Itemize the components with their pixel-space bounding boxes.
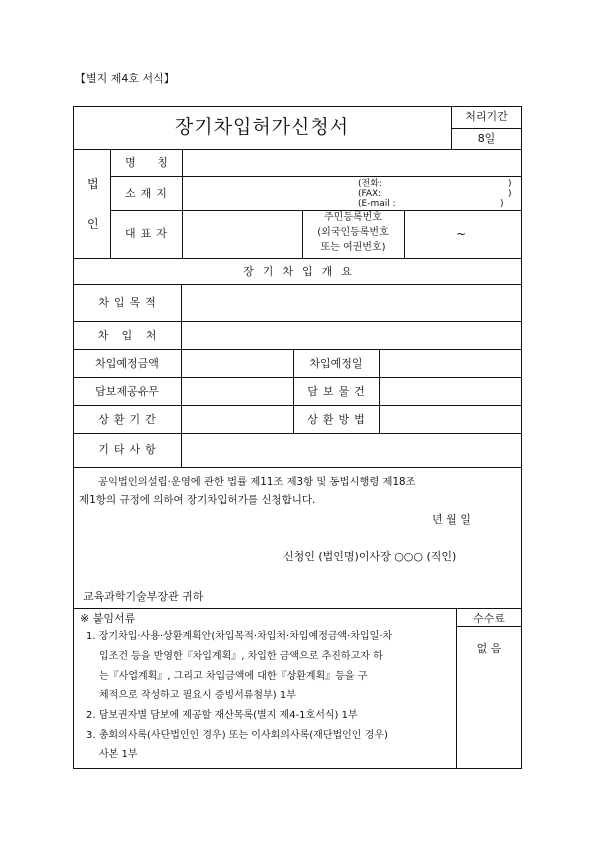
phone-label: (전화:: [358, 179, 382, 189]
purpose-label: 차입목적: [98, 296, 161, 309]
representative-label: 대표자: [125, 227, 172, 240]
applicant-line: 신청인 (법인명)이사장 ○○○ (직인): [283, 550, 457, 563]
attachment-item: 체적으로 작성하고 필요시 증빙서류첨부) 1부: [99, 690, 296, 701]
amount-label: 차입예정금액: [95, 357, 159, 370]
attachment-item: 입조건 등을 반영한『차입계획』, 차입한 금액으로 추진하고자 하: [99, 651, 383, 662]
corp-side-label-2: 인: [87, 217, 99, 231]
form-number-label: 【별지 제4호 서식】: [75, 72, 175, 85]
other-label: 기타사항: [98, 443, 161, 456]
fax-label: (FAX:: [358, 189, 382, 199]
id-label-1: 주민등록번호: [324, 212, 382, 223]
corp-address-label: 소재지: [125, 187, 172, 200]
attachment-item: 는『사업계획』, 그리고 차입금액에 대한『상환계획』등을 구: [99, 671, 368, 682]
addressee-line: 교육과학기술부장관 귀하: [83, 590, 204, 603]
corp-name-label: 명 칭: [125, 156, 177, 169]
id-label-3: 또는 여권번호): [320, 242, 386, 253]
collateral-yn-label: 담보제공유무: [95, 385, 159, 398]
email-close: ): [500, 199, 504, 209]
processing-period-label: 처리기간: [465, 110, 508, 123]
attachment-item: 사본 1부: [99, 749, 138, 760]
corp-side-label-1: 법: [87, 177, 99, 191]
phone-close: ): [508, 179, 512, 189]
id-label-2: (외국인등록번호: [317, 227, 389, 238]
repay-method-label: 상환방법: [307, 413, 370, 426]
fee-label: 수수료: [473, 612, 505, 625]
attachment-item: 3. 총회의사록(사단법인인 경우) 또는 이사회의사록(재단법인인 경우): [86, 730, 388, 741]
statement-line-1: 공익법인의설립·운영에 관한 법률 제11조 제3항 및 동법시행령 제18조: [98, 476, 416, 488]
fee-value: 없 음: [476, 642, 502, 655]
attachment-item: 1. 장기차입·사용·상환계획안(차입목적·차입처·차입예정금액·차입일·차: [86, 631, 393, 642]
application-form-frame: [73, 106, 522, 769]
collateral-label: 담보물건: [307, 385, 370, 398]
date-label: 차입예정일: [309, 357, 363, 370]
overview-title: 장기차입개요: [243, 265, 361, 278]
lender-label: 차 입 처: [97, 329, 162, 342]
statement-line-2: 제1항의 규정에 의하여 장기차입허가를 신청합니다.: [79, 494, 316, 506]
processing-period-value: 8일: [477, 132, 496, 145]
repay-period-label: 상환기간: [98, 413, 161, 426]
attachments-title: ※ 붙임서류: [80, 612, 136, 625]
form-title: 장기차입허가신청서: [174, 116, 350, 138]
id-range-tilde: ~: [456, 227, 467, 241]
date-line: 년 월 일: [432, 513, 471, 526]
fax-close: ): [508, 189, 512, 199]
email-label: (E-mail :: [358, 199, 396, 209]
attachment-item: 2. 담보권자별 담보에 제공할 재산목록(별지 제4-1호서식) 1부: [86, 710, 358, 721]
